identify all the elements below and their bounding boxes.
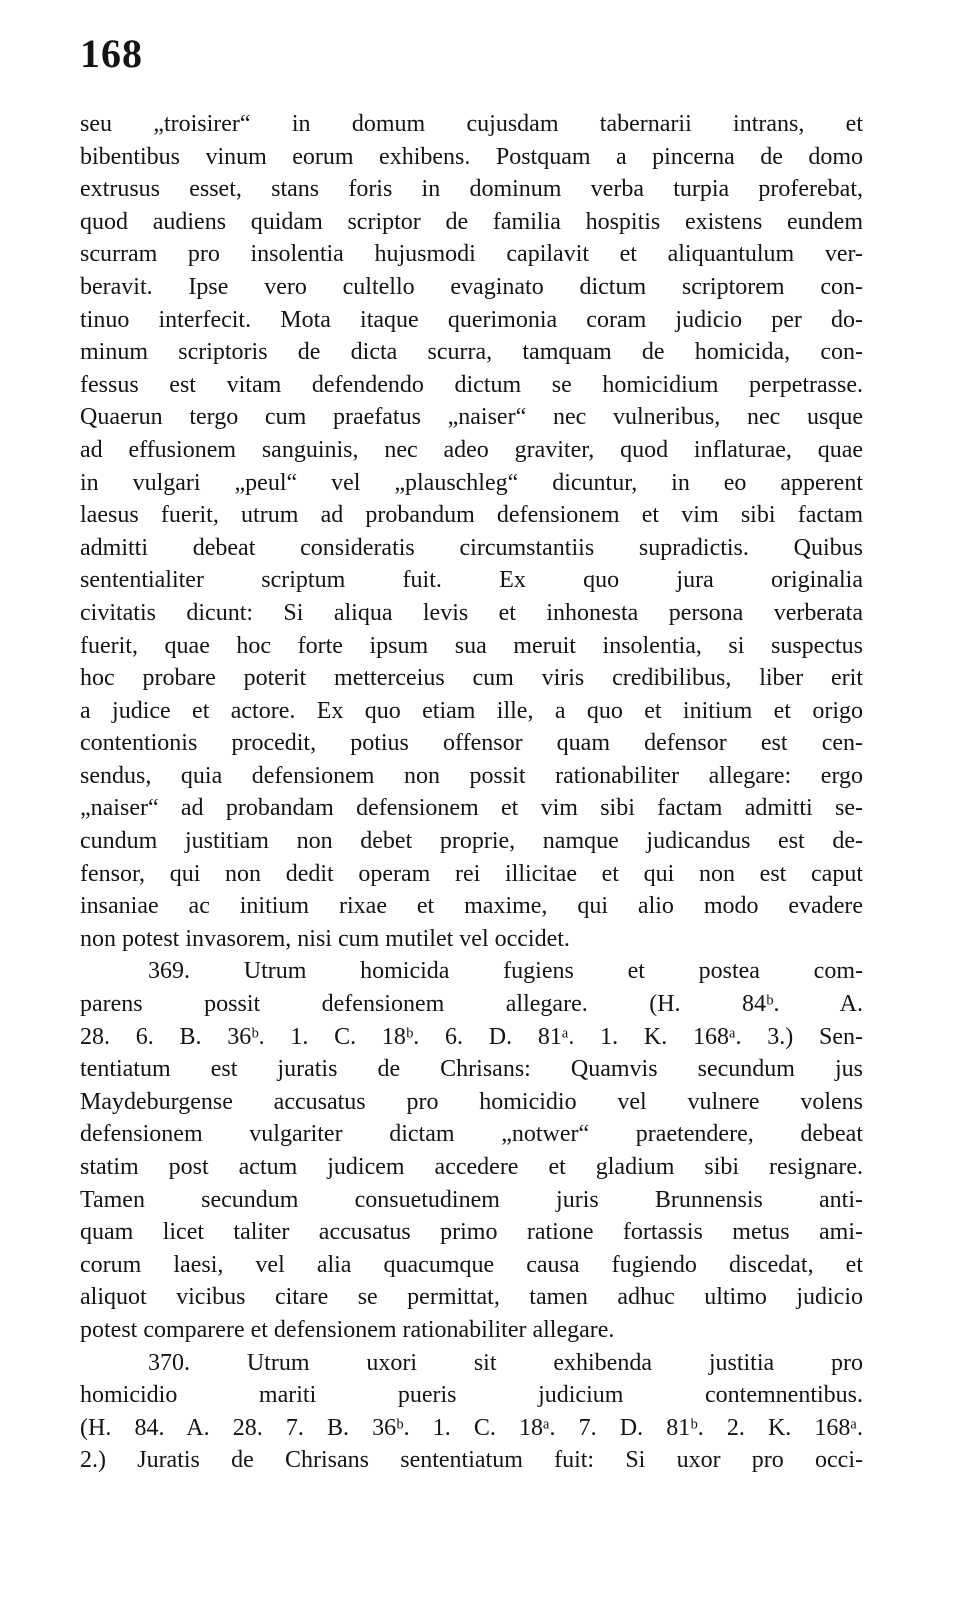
text-line: 370. Utrum uxori sit exhibenda justitia pro xyxy=(148,1349,863,1376)
text-line: beravit. Ipse vero cultello evaginato dictum scriptorem con- xyxy=(80,273,863,300)
text-line: Tamen secundum consuetudinem juris Brunnensis anti- xyxy=(80,1186,863,1213)
text-line: corum laesi, vel alia quacumque causa fugiendo discedat, et xyxy=(80,1251,863,1278)
text-line: admitti debeat consideratis circumstantiis supradictis. Quibus xyxy=(80,534,863,561)
text-line: defensionem vulgariter dictam „notwer“ praetendere, debeat xyxy=(80,1121,863,1148)
text-line: extrusus esset, stans foris in dominum verba turpia proferebat, xyxy=(80,176,863,203)
text-line: Quaerun tergo cum praefatus „naiser“ nec vulneribus, nec usque xyxy=(80,404,863,431)
text-line: 28. 6. B. 36ᵇ. 1. C. 18ᵇ. 6. D. 81ᵃ. 1. K. 168ᵃ. 3.) Sen- xyxy=(80,1023,863,1050)
text-line: seu „troisirer“ in domum cujusdam tabernarii intrans, et xyxy=(80,111,863,137)
text-line: bibentibus vinum eorum exhibens. Postquam a pincerna de domo xyxy=(80,143,863,170)
text-line: contentionis procedit, potius offensor quam defensor est cen- xyxy=(80,730,863,757)
text-line: aliquot vicibus citare se permittat, tamen adhuc ultimo judicio xyxy=(80,1284,863,1311)
text-line: homicidio mariti pueris judicium contemnentibus. xyxy=(80,1382,863,1409)
text-line: quam licet taliter accusatus primo ratione fortassis metus ami- xyxy=(80,1219,863,1246)
text-line: in vulgari „peul“ vel „plauschleg“ dicuntur, in eo apperent xyxy=(80,469,863,496)
text-line: cundum justitiam non debet proprie, namque judicandus est de- xyxy=(80,828,863,855)
text-line: fuerit, quae hoc forte ipsum sua meruit insolentia, si suspectus xyxy=(80,632,863,659)
text-line: Maydeburgense accusatus pro homicidio vel vulnere volens xyxy=(80,1088,863,1115)
text-line: a judice et actore. Ex quo etiam ille, a quo et initium et origo xyxy=(80,697,863,724)
text-line: 2.) Juratis de Chrisans sententiatum fuit: Si uxor pro occi- xyxy=(80,1447,863,1474)
text-line: sendus, quia defensionem non possit rationabiliter allegare: ergo xyxy=(80,762,863,789)
text-line: non potest invasorem, nisi cum mutilet vel occidet. xyxy=(80,925,570,952)
text-line: ad effusionem sanguinis, nec adeo graviter, quod inflaturae, quae xyxy=(80,436,863,463)
text-line: civitatis dicunt: Si aliqua levis et inhonesta persona verberata xyxy=(80,599,863,626)
text-line: statim post actum judicem accedere et gladium sibi resignare. xyxy=(80,1154,863,1180)
text-line: sententialiter scriptum fuit. Ex quo jura originalia xyxy=(80,567,863,594)
text-line: tentiatum est juratis de Chrisans: Quamvis secundum jus xyxy=(80,1056,863,1083)
body-text xyxy=(80,108,863,1477)
text-line: tinuo interfecit. Mota itaque querimonia coram judicio per do- xyxy=(80,306,863,333)
page-number: 168 xyxy=(80,31,143,76)
text-line: laesus fuerit, utrum ad probandum defensionem et vim sibi factam xyxy=(80,502,863,529)
text-line: parens possit defensionem allegare. (H. 84ᵇ. A. xyxy=(80,991,863,1018)
text-line: quod audiens quidam scriptor de familia hospitis existens eundem xyxy=(80,208,863,235)
text-line: minum scriptoris de dicta scurra, tamquam de homicida, con- xyxy=(80,339,863,366)
text-line: (H. 84. A. 28. 7. B. 36ᵇ. 1. C. 18ᵃ. 7. D. 81ᵇ. 2. K. 168ᵃ. xyxy=(80,1414,863,1441)
text-line: scurram pro insolentia hujusmodi capilavit et aliquantulum ver- xyxy=(80,241,863,268)
text-line: fensor, qui non dedit operam rei illicitae et qui non est caput xyxy=(80,860,863,887)
text-line: fessus est vitam defendendo dictum se homicidium perpetrasse. xyxy=(80,371,863,398)
text-line: hoc probare poterit metterceius cum viris credibilibus, liber erit xyxy=(80,665,863,692)
text-line: potest comparere et defensionem rationabiliter allegare. xyxy=(80,1316,615,1343)
text-line: „naiser“ ad probandam defensionem et vim sibi factam admitti se- xyxy=(80,795,863,822)
text-line: 369. Utrum homicida fugiens et postea com- xyxy=(148,958,863,985)
text-line: insaniae ac initium rixae et maxime, qui alio modo evadere xyxy=(80,893,863,920)
